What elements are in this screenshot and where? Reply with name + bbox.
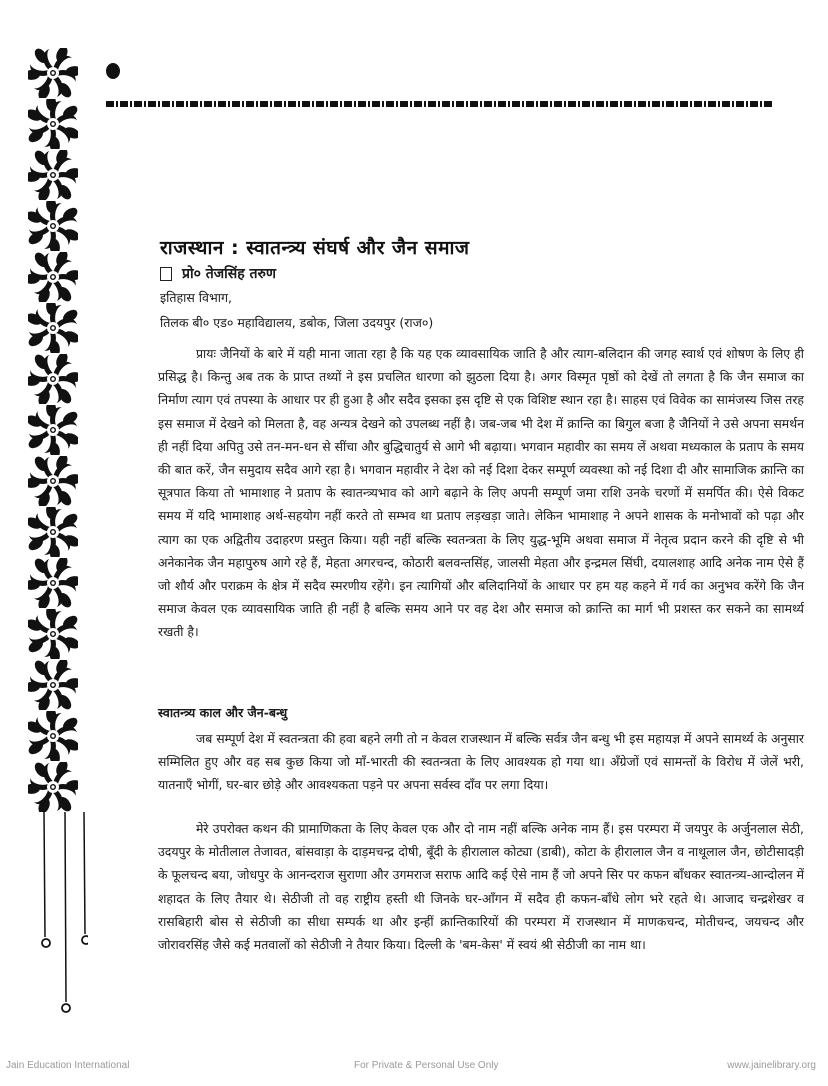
footer-usage-note: For Private & Personal Use Only — [354, 1060, 499, 1071]
paragraph-text: प्रायः जैनियों के बारे में यही माना जाता रहा है कि यह एक व्यावसायिक जाति है और त्याग-बलिदान की जगह स्वार्थ एवं शोषण के लिए ही प्रसिद्ध है। किन्तु अब तक के प्राप्त तथ्यों ने इस प्रचलित धारणा को झुठला दिया है। अगर विस्मृत पृष्ठों को देखें तो लगता है कि जैन समाज का निर्माण त्याग एवं तपस्या के आधार पर ही हुआ है और सदैव इसका इस दृष्टि से एक विशिष्ट स्थान रहा है। साहस एवं विवेक का सामंजस्य जिस तरह इस समाज में देखने को मिलता है, वह अन्यत्र देखने को उपलब्ध नहीं है। जब-जब भी देश में क्रान्ति का बिगुल बजा है जैनियों ने उसे अपना समर्थन ही नहीं दिया अपितु उसे तन-मन-धन से सींचा और बुद्धिचातुर्य से आगे भी बढ़ाया। भगवान महावीर का समय लें अथवा मध्यकाल के प्रताप के समय की बात करें, जैन समुदाय सदैव आगे रहा है। भगवान महावीर ने देश को नई दिशा देकर सम्पूर्ण व्यवस्था को नई दिशा दी और सामाजिक क्रान्ति का सूत्रपात किया तो भामाशाह ने प्रताप के स्वातन्त्र्यभाव को आगे बढ़ाने के लिए अपनी सम्पूर्ण जमा राशि उनके चरणों में समर्पित की। ऐसे विकट समय में यदि भामाशाह अर्थ-सहयोग नहीं करते तो सम्भव था प्रताप लड़खड़ा जाते। लेकिन भामाशाह ने अपने शासक के मनोभावों को पढ़ा और त्याग का एक अद्वितीय उदाहरण प्रस्तुत किया। यही नहीं बल्कि स्वतन्त्रता के लिए युद्ध-भूमि अथवा समाज में नेतृत्व प्रदान करने की दृष्टि से भी अनेकानेक जैन महापुरुष आगे रहे हैं, मेहता अगरचन्द, कोठारी बलवन्तसिंह, जालसी मेहता और इन्द्रमल सिंघी, दयालशाह आदि अनेक नाम ऐसे हैं जो शौर्य और पराक्रम के क्षेत्र में सदैव स्मरणीय रहेंगे। इन त्यागियों और बलिदानियों के आधार पर हम यह कहने में गर्व का अनुभव करेंगे कि जैन समाज केवल एक व्यावसायिक जाति ही नहीं है बल्कि समय आने पर वह देश और समाज को क्रान्ति का मार्ग भी प्रशस्त कर सकने का सामर्थ्य रखती है। — [158, 346, 804, 640]
header-separator-line — [106, 101, 772, 107]
footer-publisher: Jain Education International — [6, 1060, 130, 1071]
swirl-ornament-icon — [28, 201, 78, 251]
author-line — [160, 264, 276, 283]
swirl-ornament-icon — [28, 711, 78, 761]
paragraph-text: जब सम्पूर्ण देश में स्वतन्त्रता की हवा बहने लगी तो न केवल राजस्थान में बल्कि सर्वत्र जैन बन्धु भी इस महायज्ञ में अपने सामर्थ्य के अनुसार सम्मिलित हुए और वह सब कुछ किया जो माँ-भारती की स्वतन्त्रता के लिए आवश्यक हो गया था। अँग्रेजों एवं सामन्तों के विरोध में जेलें भरी, यातनाएँ भोगीं, घर-बार छोड़े और आवश्यकता पड़ने पर अपना सर्वस्व दाँव पर लगा दिया। — [158, 731, 804, 793]
swirl-ornament-icon — [28, 609, 78, 659]
square-bullet-icon — [160, 267, 172, 281]
swirl-ornament-column — [28, 48, 78, 813]
section-heading: स्वातन्त्र्य काल और जैन-बन्धु — [158, 705, 288, 720]
swirl-ornament-icon — [28, 405, 78, 455]
bullet-dot-icon — [106, 63, 120, 79]
swirl-ornament-icon — [28, 354, 78, 404]
swirl-ornament-icon — [28, 150, 78, 200]
paragraph-text: मेरे उपरोक्त कथन की प्रामाणिकता के लिए केवल एक और दो नाम नहीं बल्कि अनेक नाम हैं। इस परम्परा में जयपुर के अर्जुनलाल सेठी, उदयपुर के मोतीलाल तेजावत, बांसवाड़ा के दाड़मचन्द्र दोषी, बूँदी के हीरालाल कोट्या (डाबी), कोटा के हीरालाल जैन व नाथूलाल जैन, छोटीसादड़ी के फूलचन्द बया, जोधपुर के आनन्दराज सुराणा और उगमराज सराफ आदि कई ऐसे नाम हैं जो अपने सिर पर कफन बाँधकर स्वातन्त्र्य-आन्दोलन में शहादत के लिए तैयार थे। सेठीजी तो वह राष्ट्रीय हस्ती थी जिनके घर-आँगन में सदैव ही कफन-बाँधे लोग भरे रहते थे। आजाद चन्द्रशेखर व रासबिहारी बोस से सेठीजी का सीधा सम्पर्क था और इन्हीं क्रान्तिकारियों की परम्परा में राजस्थान में माणकचन्द, मोतीचन्द, जयचन्द और जोरावरसिंह जैसे कई मतवालों को सेठीजी ने तैयार किया। दिल्ली के 'बम-केस' में स्वयं श्री सेठीजी का नाम था। — [158, 821, 804, 953]
body-paragraph-2 — [158, 727, 804, 797]
swirl-ornament-icon — [28, 762, 78, 812]
swirl-ornament-icon — [28, 303, 78, 353]
swirl-ornament-icon — [28, 660, 78, 710]
swirl-ornament-icon — [28, 252, 78, 302]
border-tail-pendants — [28, 812, 88, 1022]
author-department: इतिहास विभाग, — [160, 290, 233, 305]
body-paragraph-1 — [158, 342, 804, 644]
author-institution: तिलक बी० एड० महाविद्यालय, डबोक, जिला उदयपुर (राज०) — [160, 315, 434, 330]
swirl-ornament-icon — [28, 48, 78, 98]
swirl-ornament-icon — [28, 558, 78, 608]
body-paragraph-3 — [158, 817, 804, 956]
swirl-ornament-icon — [28, 456, 78, 506]
author-name: प्रो० तेजसिंह तरुण — [182, 266, 276, 282]
article-title: राजस्थान : स्वातन्त्र्य संघर्ष और जैन समाज — [160, 237, 470, 259]
swirl-ornament-icon — [28, 99, 78, 149]
footer-website-link[interactable]: www.jainelibrary.org — [727, 1060, 816, 1071]
swirl-ornament-icon — [28, 507, 78, 557]
